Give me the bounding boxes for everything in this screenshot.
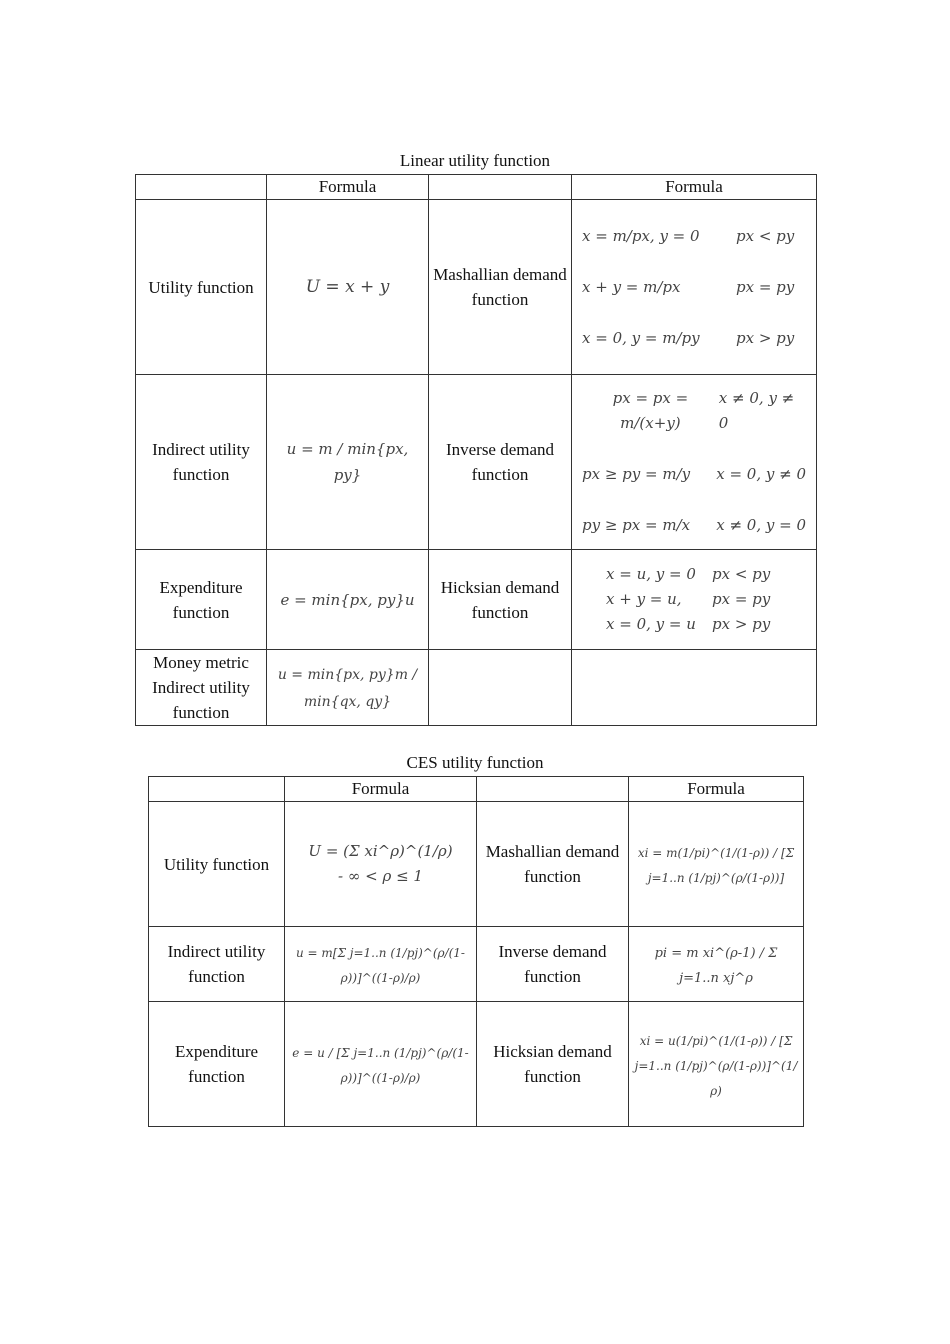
row-label: Utility function (136, 200, 267, 375)
header-formula: Formula (267, 175, 429, 200)
table1-caption: Linear utility function (399, 151, 551, 170)
formula-cell (285, 1002, 477, 1127)
formula-cell (629, 802, 804, 927)
row-label: Expenditure function (136, 550, 267, 650)
table-row (136, 650, 817, 726)
case-row: x + y = u, px = py (606, 590, 771, 608)
row-label: Indirect utility function (136, 375, 267, 550)
empty-cell (572, 650, 817, 726)
row-label: Utility function (149, 802, 285, 927)
formula-cell (267, 375, 429, 550)
indirect-utility-formula: u = m / min{px, py} (286, 440, 409, 484)
header-cell (149, 777, 285, 802)
row-label: Hicksian demand function (477, 1002, 629, 1127)
formula-cell (572, 375, 817, 550)
utility-formula: U = x + y (305, 277, 390, 297)
formula-cell (285, 927, 477, 1002)
header-formula: Formula (572, 175, 817, 200)
row-label: Mashallian demand function (429, 200, 572, 375)
money-metric-formula: u = min{px, py}m / min{qx, qy} (277, 666, 418, 710)
row-label: Inverse demand function (429, 375, 572, 550)
empty-cell (429, 650, 572, 726)
table2-caption: CES utility function (406, 753, 544, 772)
table-row (149, 802, 804, 927)
row-label: Money metric Indirect utility function (136, 650, 267, 726)
rho-range: - ∞ < ρ ≤ 1 (338, 867, 423, 885)
row-label: Inverse demand function (477, 927, 629, 1002)
header-row (149, 777, 804, 802)
row-label: Expenditure function (149, 1002, 285, 1127)
formula-cell (629, 927, 804, 1002)
row-label: Mashallian demand function (477, 802, 629, 927)
formula-cell (267, 650, 429, 726)
ces-expenditure-formula: e = u / [Σ j=1..n (1/pj)^(ρ/(1-ρ))]^((1-ρ)/ρ) (292, 1046, 469, 1085)
header-row (136, 175, 817, 200)
case-row: x = m/px, y = 0 px < py (582, 226, 795, 245)
table-row (136, 550, 817, 650)
formula-cell (267, 200, 429, 375)
linear-utility-table (135, 174, 817, 726)
table-row (149, 927, 804, 1002)
header-formula: Formula (285, 777, 477, 802)
row-label: Hicksian demand function (429, 550, 572, 650)
header-cell (429, 175, 572, 200)
header-formula: Formula (629, 777, 804, 802)
case-row: px ≥ py = m/y x = 0, y ≠ 0 (582, 465, 806, 483)
formula-cell (629, 1002, 804, 1127)
case-row: x = u, y = 0 px < py (606, 565, 771, 583)
formula-cell (267, 550, 429, 650)
ces-utility-formula: U = (Σ xi^ρ)^(1/ρ) (308, 842, 453, 860)
table-row (149, 1002, 804, 1127)
header-cell (136, 175, 267, 200)
row-label: Indirect utility function (149, 927, 285, 1002)
case-row: x = 0, y = m/py px > py (582, 328, 795, 347)
table-row (136, 200, 817, 375)
case-row: x = 0, y = u px > py (606, 615, 771, 633)
expenditure-formula: e = min{px, py}u (280, 590, 415, 609)
ces-indirect-utility-formula: u = m[Σ j=1..n (1/pj)^(ρ/(1-ρ))]^((1-ρ)/ρ) (295, 946, 465, 985)
table-row (136, 375, 817, 550)
ces-hicksian-formula: xi = u(1/pi)^(1/(1-ρ)) / [Σ j=1..n (1/pj)^(ρ/(1-ρ))]^(1/ρ) (634, 1033, 798, 1098)
case-row: x + y = m/px px = py (582, 277, 795, 296)
case-row: py ≥ px = m/x x ≠ 0, y = 0 (582, 516, 806, 534)
ces-utility-table (148, 776, 804, 1127)
ces-marshallian-formula: xi = m(1/pi)^(1/(1-ρ)) / [Σ j=1..n (1/pj)^(ρ/(1-ρ))] (637, 846, 795, 885)
formula-cell (285, 802, 477, 927)
case-row: px = px = m/(x+y) x ≠ 0, y ≠ 0 (612, 389, 795, 432)
header-cell (477, 777, 629, 802)
formula-cell (572, 550, 817, 650)
ces-inverse-demand-formula: pi = m xi^(ρ-1) / Σ j=1..n xj^ρ (654, 946, 778, 986)
formula-cell (572, 200, 817, 375)
